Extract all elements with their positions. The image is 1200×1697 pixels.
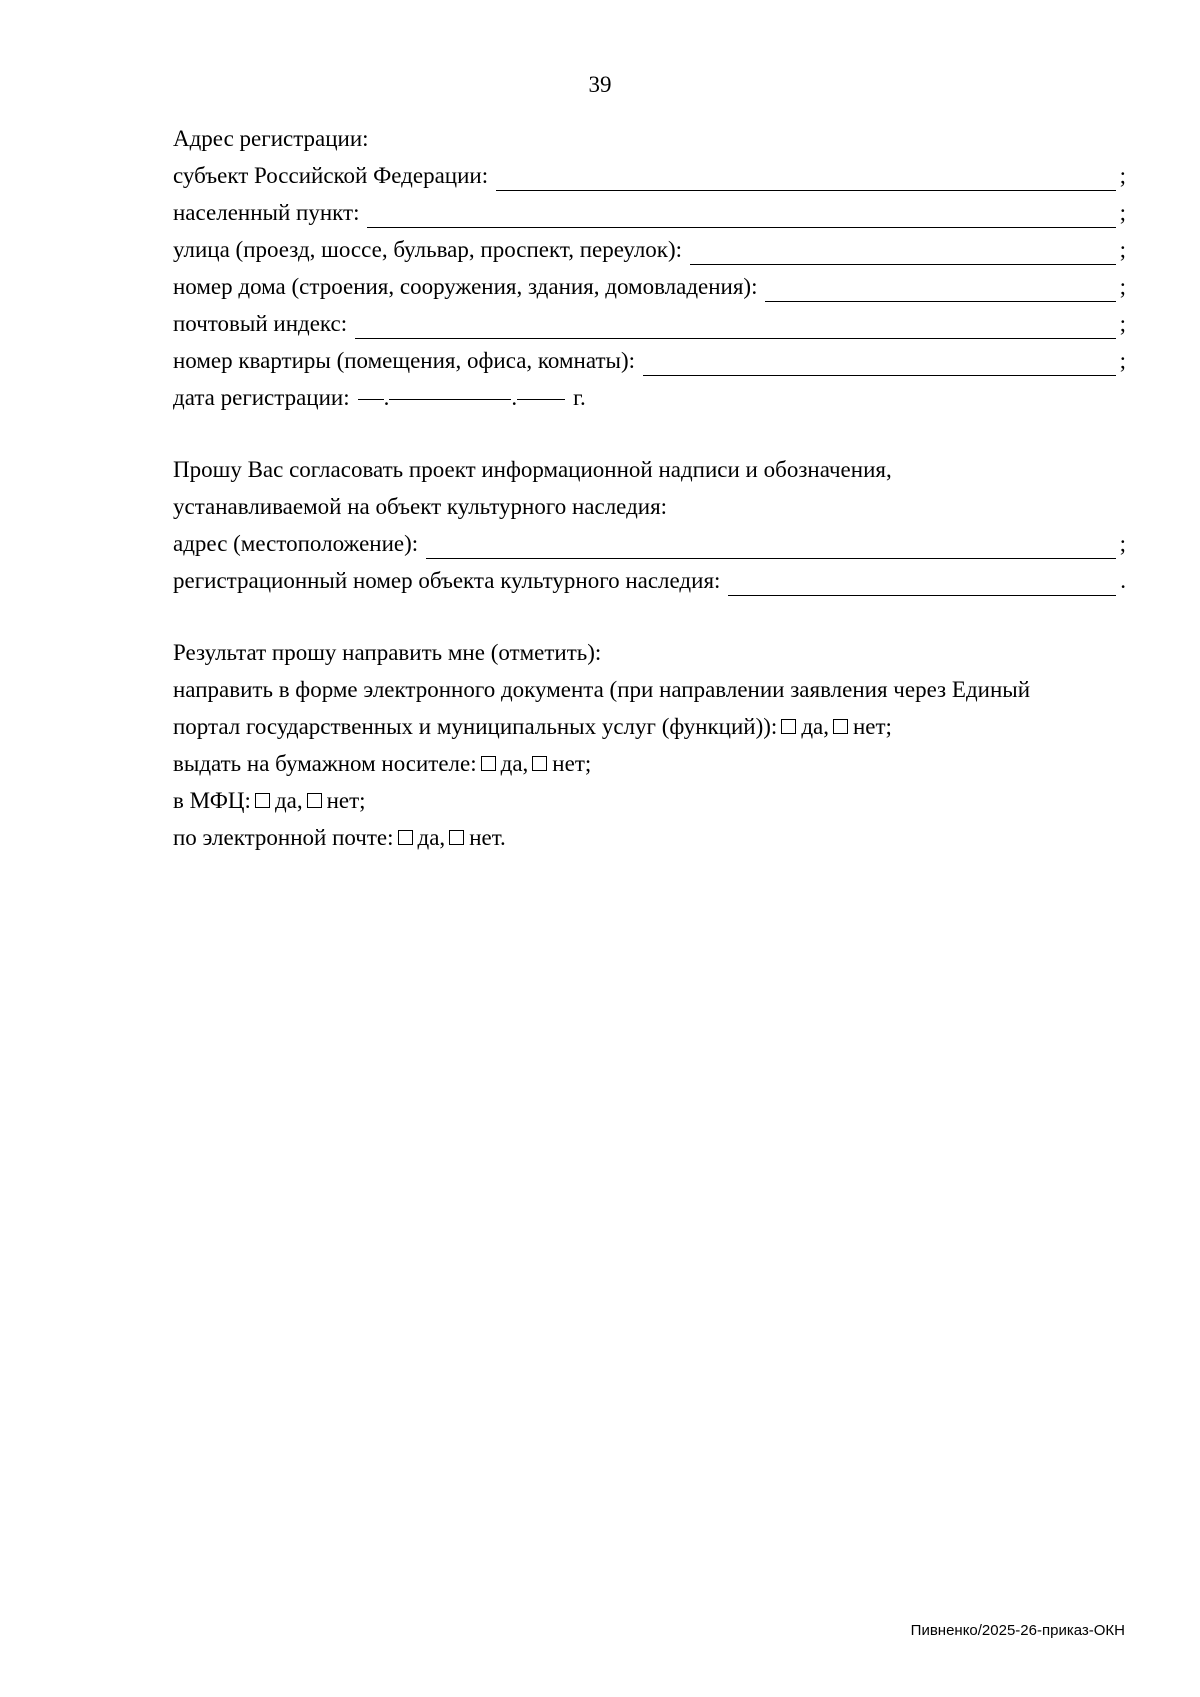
registration-date-label: дата регистрации:: [173, 385, 350, 410]
field-postcode-blank[interactable]: [355, 316, 1115, 339]
mfc-no-label: нет;: [326, 788, 366, 813]
date-year-blank[interactable]: [517, 379, 565, 400]
result-electronic-line-1-text: направить в форме электронного документа (при направлении заявления через Единый: [173, 677, 1031, 702]
date-sep-2: .: [511, 385, 518, 410]
field-object-address-blank[interactable]: [426, 536, 1115, 559]
result-mfc: [173, 782, 1126, 819]
request-line-1-text: Прошу Вас согласовать проект информационной надписи и обозначения,: [173, 457, 892, 482]
email-yes-label: да,: [417, 825, 446, 850]
field-postcode-end: ;: [1119, 311, 1126, 336]
result-electronic-line-2-text: портал государственных и муниципальных услуг (функций)):: [173, 714, 778, 739]
field-street-end: ;: [1119, 237, 1126, 262]
request-line-1: [173, 451, 1126, 488]
field-locality: [173, 194, 1126, 231]
field-apartment-end: ;: [1119, 348, 1126, 373]
electronic-yes-label: да,: [801, 714, 829, 739]
field-apartment-label: номер квартиры (помещения, офиса, комнаты):: [173, 348, 635, 373]
field-subject-end: ;: [1119, 163, 1126, 188]
field-subject: [173, 157, 1126, 194]
page-number: 39: [588, 72, 612, 97]
paper-yes-label: да,: [500, 751, 529, 776]
field-house-blank[interactable]: [765, 279, 1115, 302]
field-house: [173, 268, 1126, 305]
field-apartment: [173, 342, 1126, 379]
registration-heading-text: Адрес регистрации:: [173, 126, 369, 151]
field-subject-blank[interactable]: [496, 168, 1115, 191]
field-street-label: улица (проезд, шоссе, бульвар, проспект, переулок):: [173, 237, 683, 262]
field-object-reg-number-blank[interactable]: [728, 573, 1116, 596]
field-postcode-label: почтовый индекс:: [173, 311, 348, 336]
result-mfc-label: в МФЦ:: [173, 788, 251, 813]
field-locality-label: населенный пункт:: [173, 200, 360, 225]
electronic-no-label: нет;: [852, 714, 892, 739]
field-locality-end: ;: [1119, 200, 1126, 225]
field-postcode: [173, 305, 1126, 342]
form-content: [173, 120, 1126, 856]
mfc-yes-label: да,: [274, 788, 303, 813]
field-object-address: [173, 525, 1126, 562]
email-yes-checkbox[interactable]: [398, 830, 413, 845]
electronic-no-checkbox[interactable]: [833, 719, 848, 734]
result-electronic-line-2: [173, 708, 1126, 745]
result-heading: [173, 634, 1126, 671]
result-email-label: по электронной почте:: [173, 825, 394, 850]
spacer: [173, 599, 1126, 634]
registration-heading: [173, 120, 1126, 157]
date-suffix: г.: [573, 385, 586, 410]
electronic-yes-checkbox[interactable]: [781, 719, 796, 734]
field-locality-blank[interactable]: [367, 205, 1115, 228]
result-electronic-line-1: [173, 671, 1126, 708]
request-line-2: [173, 488, 1126, 525]
spacer: [173, 416, 1126, 451]
result-email: [173, 819, 1126, 856]
field-street: [173, 231, 1126, 268]
request-line-2-text: устанавливаемой на объект культурного наследия:: [173, 494, 668, 519]
date-sep-1: .: [383, 385, 390, 410]
field-subject-label: субъект Российской Федерации:: [173, 163, 489, 188]
field-apartment-blank[interactable]: [643, 353, 1116, 376]
field-object-address-label: адрес (местоположение):: [173, 531, 419, 556]
paper-no-label: нет;: [552, 751, 592, 776]
field-street-blank[interactable]: [690, 242, 1116, 265]
mfc-no-checkbox[interactable]: [307, 793, 322, 808]
paper-no-checkbox[interactable]: [532, 756, 547, 771]
result-heading-text: Результат прошу направить мне (отметить):: [173, 640, 602, 665]
field-house-label: номер дома (строения, сооружения, здания, домовладения):: [173, 274, 758, 299]
field-object-address-end: ;: [1119, 531, 1126, 556]
paper-yes-checkbox[interactable]: [481, 756, 496, 771]
email-no-label: нет.: [469, 825, 506, 850]
field-object-reg-number-label: регистрационный номер объекта культурного наследия:: [173, 568, 721, 593]
result-paper: [173, 745, 1126, 782]
date-day-blank[interactable]: [358, 379, 384, 400]
document-footer: Пивненко/2025-26-приказ-ОКН: [910, 1622, 1125, 1639]
field-object-reg-number-end: .: [1120, 568, 1126, 593]
result-paper-label: выдать на бумажном носителе:: [173, 751, 477, 776]
date-month-blank[interactable]: [389, 379, 511, 400]
field-house-end: ;: [1119, 274, 1126, 299]
email-no-checkbox[interactable]: [449, 830, 464, 845]
mfc-yes-checkbox[interactable]: [255, 793, 270, 808]
field-object-reg-number: [173, 562, 1126, 599]
field-registration-date: [173, 379, 1126, 416]
